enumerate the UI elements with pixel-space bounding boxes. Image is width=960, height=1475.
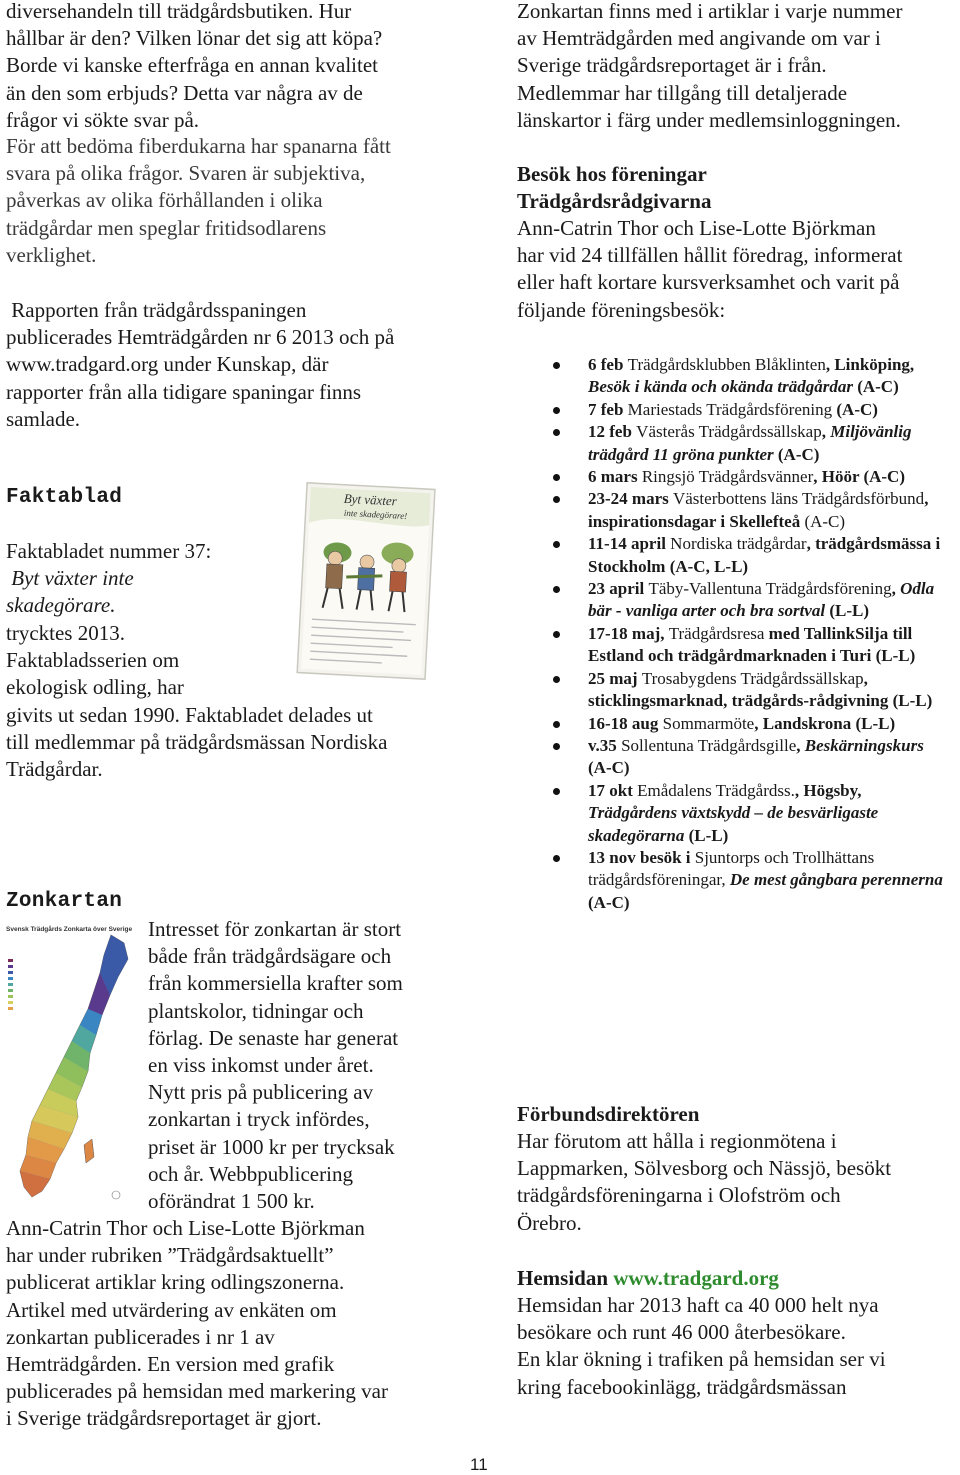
faktablad-paragraph-a bbox=[6, 538, 296, 565]
event-text: 7 feb bbox=[588, 399, 628, 419]
event-text: Täby-Vallentuna Trädgårdsförening bbox=[648, 579, 892, 599]
event-text: Nordiska trädgårdar bbox=[670, 534, 807, 554]
visits-heading-line-1: Besök hos föreningar bbox=[517, 162, 707, 186]
text-line: rapporter från alla tidigare spaningar finns bbox=[6, 379, 362, 404]
text-line: samlade. bbox=[6, 406, 81, 431]
text-line: eller haft kortare kursverksamhet och varit på bbox=[517, 270, 900, 295]
text-line: Faktabladsserien om bbox=[6, 648, 180, 673]
event-text: Sommarmöte bbox=[662, 713, 755, 733]
text-line: och år. Webbpublicering bbox=[148, 1161, 353, 1186]
event-text: 12 feb bbox=[588, 422, 637, 442]
event-text: 13 nov besök i bbox=[588, 847, 695, 867]
event-item bbox=[553, 354, 948, 399]
event-text: 6 feb bbox=[588, 355, 628, 374]
text-line: trädgårdar men speglar fritidsodlarens bbox=[6, 215, 327, 240]
event-text: (A-C) bbox=[804, 511, 846, 531]
text-line: Hemträdgården. En version med grafik bbox=[6, 1352, 335, 1377]
event-text: Trädgårdsklubben Blåklinten bbox=[627, 355, 826, 374]
event-item bbox=[553, 533, 948, 578]
event-text: Ringsjö Trädgårdsvänner bbox=[641, 467, 814, 487]
event-text: , Höör (A-C) bbox=[813, 467, 905, 487]
event-text: , Högsby, bbox=[794, 780, 862, 800]
event-text: 17-18 maj, bbox=[588, 623, 669, 643]
event-item bbox=[553, 735, 948, 780]
text-line: Byt växter inte bbox=[6, 566, 134, 590]
text-line: Trädgårdar. bbox=[6, 757, 103, 782]
event-item bbox=[553, 578, 948, 623]
event-text: Västerbottens läns Trädgårdsförbund bbox=[672, 489, 925, 509]
text-line: publicerades på hemsidan med markering var bbox=[6, 1379, 388, 1404]
faktablad-title-italic bbox=[6, 565, 296, 619]
event-text: med TallinkSilja till Estland och trädgårdmarknaden i Turi (L-L) bbox=[588, 623, 916, 666]
event-text: , bbox=[821, 422, 831, 442]
text-line: Har förutom att hålla i regionmötena i bbox=[517, 1129, 837, 1153]
event-item bbox=[553, 780, 948, 847]
event-text: v.35 bbox=[588, 735, 622, 755]
event-text: 16-18 aug bbox=[588, 713, 663, 733]
text-line: ekologisk odling, har bbox=[6, 675, 184, 700]
text-line: en viss inkomst under året. bbox=[148, 1053, 374, 1078]
event-text: , trädgårdsmässa i Stockholm (A-C, L-L) bbox=[588, 534, 941, 576]
event-text: (A-C) bbox=[588, 892, 630, 912]
faktablad-heading: Faktablad bbox=[6, 486, 123, 509]
event-text: Trädgårdsresa bbox=[668, 623, 769, 643]
text-line: har vid 24 tillfällen hållit föredrag, informerat bbox=[517, 243, 903, 268]
page-number: 11 bbox=[470, 1455, 488, 1474]
text-line: Ann-Catrin Thor och Lise-Lotte Björkman bbox=[6, 1216, 365, 1240]
text-line: Faktabladet nummer 37: bbox=[6, 539, 212, 563]
zonkartan-paragraph bbox=[6, 1215, 456, 1433]
event-text: (L-L) bbox=[825, 601, 869, 621]
event-text: 23-24 mars bbox=[588, 489, 673, 509]
event-text: Trosabygdens Trädgårdssällskap bbox=[641, 668, 864, 688]
zone-map-image bbox=[6, 925, 136, 1205]
visits-heading-line-2: Trädgårdsrådgivarna bbox=[517, 189, 712, 213]
faktablad-cover-image bbox=[296, 482, 436, 682]
event-text: , Linköping, bbox=[825, 355, 915, 374]
text-line: besökare och runt 46 000 återbesökare. bbox=[517, 1320, 846, 1345]
director-paragraph bbox=[517, 1128, 957, 1237]
text-line: Lappmarken, Sölvesborg och Nässjö, besökt bbox=[517, 1156, 892, 1181]
zonkartan-side-paragraph bbox=[148, 916, 458, 1215]
text-line: frågor vi sökte svar på. bbox=[6, 107, 200, 132]
event-text: 23 april bbox=[588, 579, 649, 599]
event-text: Trädgårdens växtskydd – de besvärligaste skadegörarna bbox=[588, 803, 879, 845]
text-line: www.tradgard.org under Kunskap, där bbox=[6, 352, 329, 377]
text-line: i Sverige trädgårdsreportaget är gjort. bbox=[6, 1406, 322, 1431]
text-line: publicerades Hemträdgården nr 6 2013 och på bbox=[6, 325, 395, 350]
zonkartan-info-paragraph bbox=[517, 0, 957, 134]
event-text: Beskärningskurs bbox=[804, 735, 924, 755]
text-line: till medlemmar på trädgårdsmässan Nordiska bbox=[6, 729, 388, 754]
text-line: både från trädgårdsägare och bbox=[148, 944, 392, 969]
event-text: (A-C) bbox=[588, 758, 630, 778]
event-text: Västerås Trädgårdssällskap bbox=[636, 422, 822, 442]
event-text: , Landskrona (L-L) bbox=[754, 713, 896, 733]
text-line: trädgårdsföreningarna i Olofström och bbox=[517, 1183, 841, 1208]
text-line: Artikel med utvärdering av enkäten om bbox=[6, 1297, 337, 1322]
website-link[interactable]: www.tradgard.org bbox=[613, 1266, 779, 1290]
text-line: Borde vi kanske efterfråga en annan kvalitet bbox=[6, 53, 379, 78]
text-line: zonkartan i tryck infördes, bbox=[148, 1107, 370, 1132]
event-item bbox=[553, 623, 948, 668]
event-item bbox=[553, 488, 948, 533]
text-line: En klar ökning i trafiken på hemsidan ser vi bbox=[517, 1347, 886, 1372]
event-text: (A-C) bbox=[852, 377, 899, 397]
text-line: Örebro. bbox=[517, 1210, 582, 1235]
event-text: 11-14 april bbox=[588, 534, 671, 554]
text-line: plantskolor, tidningar och bbox=[148, 998, 364, 1023]
text-line: Zonkartan finns med i artiklar i varje nummer bbox=[517, 0, 903, 23]
event-text: Sollentuna Trädgårdsgille bbox=[621, 735, 797, 755]
event-text: 25 maj bbox=[588, 668, 642, 688]
text-line: än den som erbjuds? Detta var några av de bbox=[6, 80, 363, 105]
text-line: förlag. De senaste har generat bbox=[148, 1025, 399, 1050]
text-line: trycktes 2013. bbox=[6, 621, 125, 645]
event-text: , bbox=[891, 579, 901, 599]
text-line: Hemsidan har 2013 haft ca 40 000 helt nya bbox=[517, 1293, 879, 1317]
text-line: påverkas av olika förhållanden i olika bbox=[6, 188, 323, 213]
zonkartan-heading: Zonkartan bbox=[6, 890, 123, 913]
text-line: oförändrat 1 500 kr. bbox=[148, 1189, 315, 1214]
text-line: kring facebookinlägg, trädgårdsmässan bbox=[517, 1374, 847, 1399]
report-paragraph bbox=[6, 297, 456, 433]
event-text: (A-C) bbox=[832, 399, 878, 419]
event-text: (L-L) bbox=[684, 825, 729, 845]
event-item bbox=[553, 421, 948, 466]
text-line: För att bedöma fiberdukarna har spanarna fått bbox=[6, 134, 391, 158]
event-text: Odla bär - vanliga arter och bra sortval bbox=[588, 579, 935, 621]
event-item bbox=[553, 668, 948, 713]
text-line: av Hemträdgården med angivande om var i bbox=[517, 26, 881, 51]
event-text: , bbox=[796, 735, 805, 755]
intro-paragraph bbox=[6, 0, 456, 134]
text-line: Sverige trädgårdsreportaget är i från. bbox=[517, 53, 827, 78]
event-text: Mariestads Trädgårdsförening bbox=[627, 399, 833, 419]
text-line: svara på olika frågor. Svaren är subjektiva, bbox=[6, 161, 366, 186]
event-text: , inspirationsdagar i Skellefteå bbox=[588, 489, 929, 531]
text-line: verklighet. bbox=[6, 242, 97, 267]
text-line: länskartor i färg under medlemsinloggningen. bbox=[517, 107, 901, 132]
text-line: priset är 1000 kr per trycksak bbox=[148, 1134, 395, 1159]
event-text: Sjuntorps och Trollhättans trädgårdsföreningar, bbox=[588, 847, 875, 890]
text-line: Ann-Catrin Thor och Lise-Lotte Björkman bbox=[517, 216, 876, 240]
zone-map-title: Svensk Trädgårds Zonkarta över Sverige bbox=[6, 926, 133, 933]
event-text: 6 mars bbox=[588, 467, 642, 487]
text-line: från kommersiella krafter som bbox=[148, 971, 403, 996]
text-line: Nytt pris på publicering av bbox=[148, 1080, 374, 1105]
visits-heading bbox=[517, 161, 711, 215]
text-line: diversehandeln till trädgårdsbutiken. Hur bbox=[6, 0, 352, 23]
event-text: Besök i kända och okända trädgårdar bbox=[588, 377, 853, 397]
text-line: skadegörare. bbox=[6, 593, 121, 618]
event-text: (A-C) bbox=[773, 444, 820, 464]
text-line: Rapporten från trädgårdsspaningen bbox=[6, 298, 307, 322]
event-item bbox=[553, 713, 948, 735]
text-line: Medlemmar har tillgång till detaljerade bbox=[517, 80, 848, 105]
visits-paragraph bbox=[517, 215, 957, 324]
event-text: , sticklingsmarknad, trädgårds-rådgivning (L-L) bbox=[588, 668, 933, 711]
text-line: hållbar är den? Vilken lönar det sig att köpa? bbox=[6, 26, 383, 51]
event-item bbox=[553, 399, 948, 421]
booklet-title: Byt växter bbox=[343, 490, 398, 509]
website-paragraph bbox=[517, 1292, 957, 1401]
event-text: Emådalens Trädgårdss. bbox=[637, 780, 795, 800]
events-list bbox=[553, 354, 948, 914]
event-item bbox=[553, 847, 948, 914]
event-text: 17 okt bbox=[588, 780, 638, 800]
website-heading bbox=[517, 1265, 779, 1292]
event-text: De mest gångbara perennerna bbox=[729, 870, 943, 890]
event-text: Miljövänlig trädgård 11 gröna punkter bbox=[588, 422, 912, 464]
text-line: givits ut sedan 1990. Faktabladet delades ut bbox=[6, 702, 373, 727]
event-item bbox=[553, 466, 948, 488]
text-line: har under rubriken ”Trädgårdsaktuellt” bbox=[6, 1243, 334, 1268]
website-heading-label: Hemsidan bbox=[517, 1266, 614, 1290]
text-line: Intresset för zonkartan är stort bbox=[148, 917, 402, 941]
text-line: zonkartan publicerades i nr 1 av bbox=[6, 1324, 275, 1349]
text-line: följande föreningsbesök: bbox=[517, 297, 726, 322]
booklet-subtitle: inte skadegörare! bbox=[343, 507, 408, 522]
text-line: publicerat artiklar kring odlingszonerna. bbox=[6, 1270, 345, 1295]
assessment-paragraph bbox=[6, 133, 456, 269]
director-heading: Förbundsdirektören bbox=[517, 1102, 700, 1126]
